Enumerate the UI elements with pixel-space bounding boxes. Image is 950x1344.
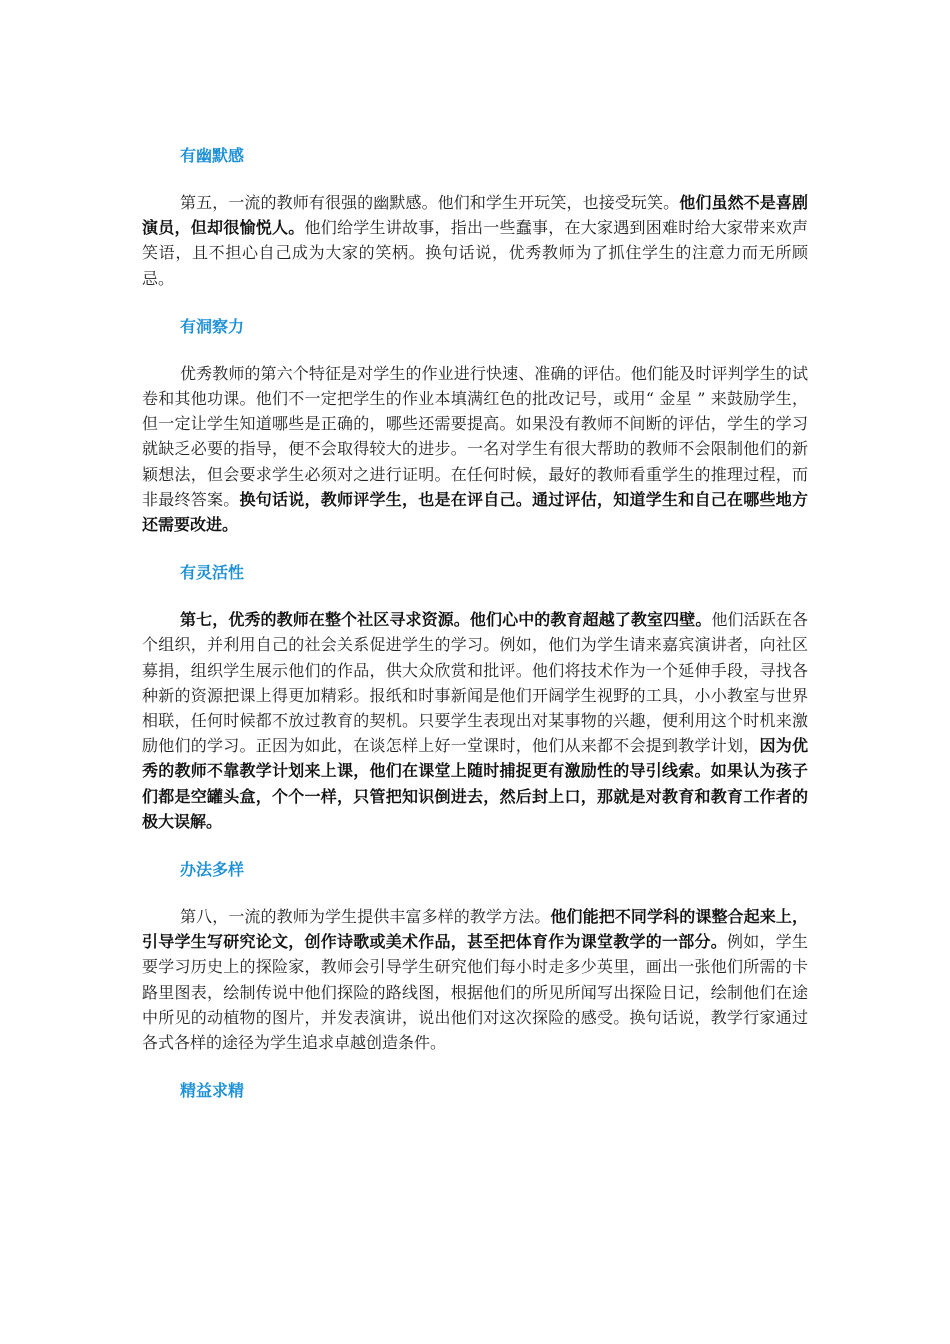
section-heading-excellence: 精益求精 — [180, 1081, 245, 1101]
bold-text-segment: 他们虽然不是喜剧演员，但却很愉悦人。 — [142, 193, 808, 238]
text-segment: 他们活跃在各个组织，并利用自己的社会关系促进学生的学习。例如，他们为学生请来嘉宾演讲者，向社区募捐，组织学生展示他们的作品，供大众欣赏和批评。他们将技术作为一个延伸手段，寻找各种新的资源把课上得更加精彩。报纸和时事新闻是他们开阔学生视野的工具，小小教室与世界相联，任何时候都不放过教育的契机。只要学生表现出对某事物的兴趣，便利用这个时机来激励他们的学习。正因为如此，在谈怎样上好一堂课时，他们从来都不会提到教学计划， — [142, 610, 808, 756]
text-segment: 优秀教师的第六个特征是对学生的作业进行快速、准确的评估。他们能及时评判学生的试卷和其他功课。他们不一定把学生的作业本填满红色的批改记号，或用“ 金星 ” 来鼓励学生，但一定让学生知道哪些是正确的，哪些还需要提高。如果没有教师不间断的评估，学生的学习就缺乏必要的指导，便不会取得较大的进步。一名对学生有很大帮助的教师不会限制他们的新颖想法，但会要求学生必须对之进行证明。在任何时候，最好的教师看重学生的推理过程，而非最终答案。 — [142, 363, 808, 509]
bold-text-segment: 第七，优秀的教师在整个社区寻求资源。他们心中的教育超越了教室四壁。 — [180, 610, 712, 630]
section-paragraph-flexibility — [142, 607, 808, 834]
section-paragraph-methods — [142, 904, 808, 1055]
text-segment: 他们给学生讲故事，指出一些蠢事，在大家遇到困难时给大家带来欢声笑语，且不担心自己成为大家的笑柄。换句话说，优秀教师为了抓住学生的注意力而无所顾忌。 — [142, 218, 808, 288]
bold-text-segment: 因为优秀的教师不靠教学计划来上课，他们在课堂上随时捕捉更有激励性的导引线索。如果认为孩子们都是空罐头盒，个个一样，只管把知识倒进去，然后封上口，那就是对教育和教育工作者的极大误解。 — [142, 736, 808, 831]
section-heading-methods: 办法多样 — [180, 860, 245, 880]
section-heading-humor: 有幽默感 — [180, 146, 245, 165]
bold-text-segment: 他们能把不同学科的课整合起来上，引导学生写研究论文，创作诗歌或美术作品，甚至把体育作为课堂教学的一部分。 — [142, 907, 808, 952]
section-heading-insight: 有洞察力 — [180, 316, 245, 336]
text-segment: 第八，一流的教师为学生提供丰富多样的教学方法。 — [180, 907, 551, 927]
bold-text-segment: 换句话说，教师评学生，也是在评自己。通过评估，知道学生和自己在哪些地方还需要改进。 — [142, 489, 808, 535]
section-paragraph-humor — [142, 190, 808, 291]
section-paragraph-insight — [142, 361, 808, 537]
text-segment: 第五，一流的教师有很强的幽默感。他们和学生开玩笑，也接受玩笑。 — [180, 193, 680, 212]
section-heading-flexibility: 有灵活性 — [180, 563, 245, 583]
text-segment: 例如，学生要学习历史上的探险家，教师会引导学生研究他们每小时走多少英里，画出一张他们所需的卡路里图表，绘制传说中他们探险的路线图，根据他们的所见所闻写出探险日记，绘制他们在途中所见的动植物的图片，并发表演讲，说出他们对这次探险的感受。换句话说，教学行家通过各式各样的途径为学生追求卓越创造条件。 — [142, 932, 808, 1053]
document-body — [142, 142, 808, 1105]
